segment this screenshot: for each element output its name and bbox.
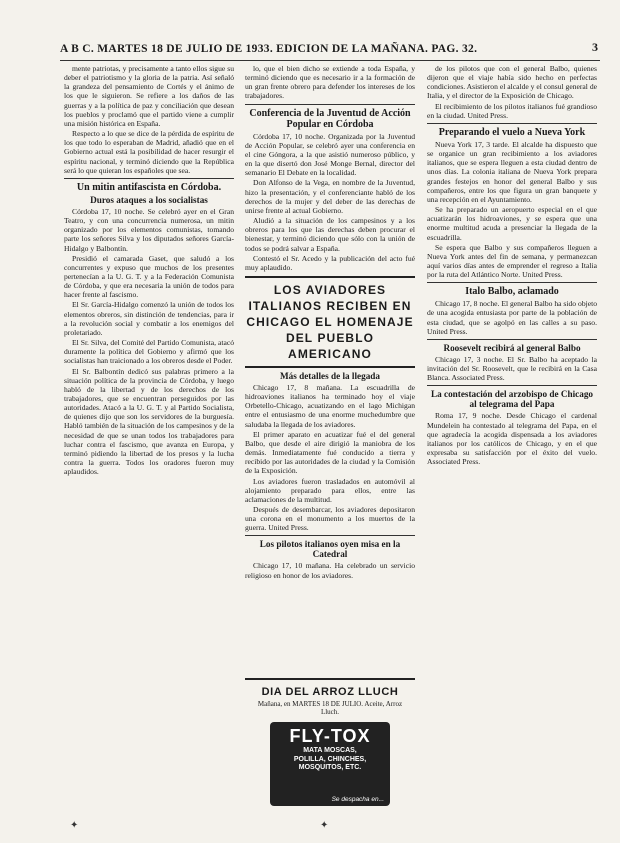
ad-brand: FLY-TOX: [289, 726, 371, 746]
article-paragraph: El Sr. Silva, del Comité del Partido Comunista, atacó duramente la política del Gobierno y afirmó que los socialistas han traicionado a los obreros desde el Poder.: [64, 338, 234, 366]
registration-mark: ✦: [70, 820, 79, 831]
article-paragraph: Chicago 17, 8 noche. El general Balbo ha sido objeto de una acogida entusiasta por parte de la población de esta ciudad, que se agolpó en las calles a su paso. United Press.: [427, 299, 597, 336]
article-paragraph: Los aviadores fueron trasladados en automóvil al alojamiento preparado para ellos, entre las aclamaciones de la multitud.: [245, 476, 415, 504]
headline: Un mitin antifascista en Córdoba.: [76, 181, 222, 193]
article-paragraph: Chicago 17, 3 noche. El Sr. Balbo ha aceptado la invitación del Sr. Roosevelt, que le recibirá en la Casa Blanca. Associated Press.: [427, 354, 597, 383]
article-paragraph: de los pilotos que con el general Balbo, quienes dijeron que el viaje había sido hecho en perfectas condiciones. Asistieron el alcalde y el consul general de Italia, y el director de la Exposición de Chicago.: [427, 64, 597, 101]
column-3: [427, 64, 597, 467]
article-paragraph: Córdoba 17, 10 noche. Se celebró ayer en el Gran Teatro, y con una concurrencia numerosa, un mitin organizado por los elementos comunistas, tomando parte los señores Silva y los diputados señores García-Hidalgo y Balbontín.: [64, 206, 234, 253]
article-paragraph: Se ha preparado un aeropuerto especial en el que acuatizarán los hidroaviones, y se espera que una enorme multitud acuda a presenciar la llegada de la escuadrilla.: [427, 205, 597, 242]
article-paragraph: El primer aparato en acuatizar fué el del general Balbo, que desde el aire dirigió la maniobra de los demás. Inmediatamente fué conducido a tierra y recibido por las autoridades de la ciudad y la Comisión de la Exposición.: [245, 429, 415, 476]
article-paragraph: lo, que el bien dicho se extiende a toda España, y terminó diciendo que es necesario ir a la formación de un gran frente obrero para defender los intereses de los trabajadores.: [245, 64, 415, 101]
divider: [427, 339, 597, 340]
headline: Conferencia de la Juventud de Acción Popular en Córdoba: [249, 107, 411, 130]
article-paragraph: El Sr. Balbontín dedicó sus palabras primero a la situación política de la provincia de Córdoba, y luego habló de la libertad y de los derechos de los trabajadores, que se encuentran perseguidos por las autoridades. Atacó a la U. G. T. y al Partido Socialista, de quienes dijo que son los servidores de la burguesía. Habló también de la situación de los campesinos y de la necesidad de que se unan todos los trabajadores para luchar contra el fascismo, que avanza en Europa, y terminó pidiendo la libertad de los presos y la lucha contra la guerra. Todos los oradores fueron muy aplaudidos.: [64, 366, 234, 477]
ad-line: Mañana, en MARTES 18 DE JULIO. Aceite, Arroz Lluch.: [257, 700, 403, 716]
headline: Preparando el vuelo a Nueva York: [438, 126, 586, 138]
advertisement: [245, 678, 415, 822]
divider: [427, 123, 597, 124]
article-paragraph: Roma 17, 9 noche. Desde Chicago el cardenal Mundelein ha contestado al telegrama del Papa, en el que agradecía la acogida dispensada a los aviadores italianos por los católicos de Chicago, y en el que expresaba su satisfacción por el éxito del vuelo. Associated Press.: [427, 411, 597, 467]
article-paragraph: El Sr. García-Hidalgo comenzó la unión de todos los elementos obreros, sin distinción de tendencias, para ir a la revolución social y combatir a los enemigos del proletariado.: [64, 300, 234, 337]
article-paragraph: Respecto a lo que se dice de la pérdida de espíritu de los que todo lo esperaban de Madrid, añadió que en el Gobierno actual está la posibilidad de hacer resurgir el espíritu nacional, y terminó diciendo que la República será lo que quieran los españoles que sea.: [64, 129, 234, 175]
ad-tagline: MATA MOSCAS,: [303, 747, 357, 754]
divider: [427, 385, 597, 386]
header-rule: [60, 60, 600, 61]
page-header: [60, 40, 600, 58]
divider: [64, 178, 234, 179]
article-paragraph: Se espera que Balbo y sus compañeros lleguen a Nueva York antes del fin de semana, y permanezcan aquí varios días antes de emprender el regreso a Italia por la ruta del Atlántico Norte. United Press.: [427, 242, 597, 280]
divider: [245, 104, 415, 105]
registration-mark: ✦: [320, 820, 329, 831]
article-paragraph: mente patriotas, y precisamente a tanto ellos sigue su deber el patriotismo y la gloria de la patria. Así señaló la grandeza del pensamiento de Cortés y el ánimo de los que le siguieron. Se refiere a los daños de las guerras y a la política de paz y conciliación que desean los pueblos y proclamó que el partido viene a cumplir una misión histórica en España.: [64, 64, 234, 128]
article-paragraph: Aludió a la situación de los campesinos y a los obreros para los que las derechas deben procurar el bienestar, y terminó diciendo que sólo con la unión de todos se podrá salvar a España.: [245, 216, 415, 253]
article-paragraph: Don Alfonso de la Vega, en nombre de la Juventud, hizo la presentación, y el conferenciante habló de los derechos de la mujer y del deber de las derechas de unirse frente al actual Gobierno.: [245, 178, 415, 215]
ad-title: DIA DEL ARROZ LLUCH: [261, 686, 399, 698]
article-paragraph: Presidió el camarada Gaset, que saludó a los concurrentes y expuso que muchos de los presentes pertenecían a la U. G. T. y a la Federación Comunista de Córdoba, y que era necesaria la unión de todos para hacer frente al fascismo.: [64, 253, 234, 300]
main-headline: LOS AVIADORES ITALIANOS RECIBEN EN CHICAGO EL HOMENAJE DEL PUEBLO AMERICANO: [245, 276, 415, 368]
divider: [427, 282, 597, 283]
subheadline: Más detalles de la llegada: [279, 370, 381, 381]
divider: [245, 535, 415, 536]
article-paragraph: Nueva York 17, 3 tarde. El alcalde ha dispuesto que se organice un gran recibimiento a los aviadores italianos, que se espera lleguen a esta ciudad dentro de unos días. La colonia italiana de Nueva York prepara grandes festejos en honor del general Balbo y sus compañeros, entre los que figura un gran banquete y una recepción en el Ayuntamiento.: [427, 139, 597, 204]
ad-tagline: MOSQUITOS, ETC.: [298, 764, 362, 771]
column-1: [64, 64, 234, 477]
headline: Italo Balbo, aclamado: [465, 286, 559, 298]
ad-tagline: POLILLA, CHINCHES,: [293, 755, 367, 763]
ad-footnote: Se despacha en...: [331, 796, 384, 803]
article-paragraph: Córdoba 17, 10 noche. Organizada por la Juventud de Acción Popular, se celebró ayer una conferencia en el cine Góngora, a la que asistió numeroso público, y en la que disertó don José Monge Bernal, director del semanario El Debate en la localidad.: [245, 131, 415, 178]
article-paragraph: Chicago 17, 8 mañana. La escuadrilla de hidroaviones italianos ha terminado hoy el viaje Orbetello-Chicago, acuatizando en el lago Michigan entre el entusiasmo de una enorme muchedumbre que saludaba la llegada de los aviadores.: [245, 382, 415, 429]
article-paragraph: Chicago 17, 10 mañana. Ha celebrado un servicio religioso en honor de los aviadores.: [245, 561, 415, 580]
subheadline: Duros ataques a los socialistas: [90, 194, 208, 205]
headline: Roosevelt recibirá al general Balbo: [443, 342, 581, 353]
flytox-ad-box: [270, 722, 390, 806]
header-text: A B C. MARTES 18 DE JULIO DE 1933. EDICION DE LA MAÑANA. PAG. 32.: [60, 43, 478, 55]
article-paragraph: El recibimiento de los pilotos italianos fué grandioso en la ciudad. United Press.: [427, 101, 597, 120]
headline: La contestación del arzobispo de Chicago al telegrama del Papa: [430, 389, 594, 410]
article-paragraph: Contestó el Sr. Acedo y la publicación del acto fué muy aplaudido.: [245, 253, 415, 272]
headline: Los pilotos italianos oyen misa en la Catedral: [259, 539, 401, 560]
article-paragraph: Después de desembarcar, los aviadores depositaron una corona en el monumento a los muertos de la guerra. United Press.: [245, 505, 415, 533]
column-2: [245, 64, 415, 581]
page-number: 3: [592, 40, 598, 54]
